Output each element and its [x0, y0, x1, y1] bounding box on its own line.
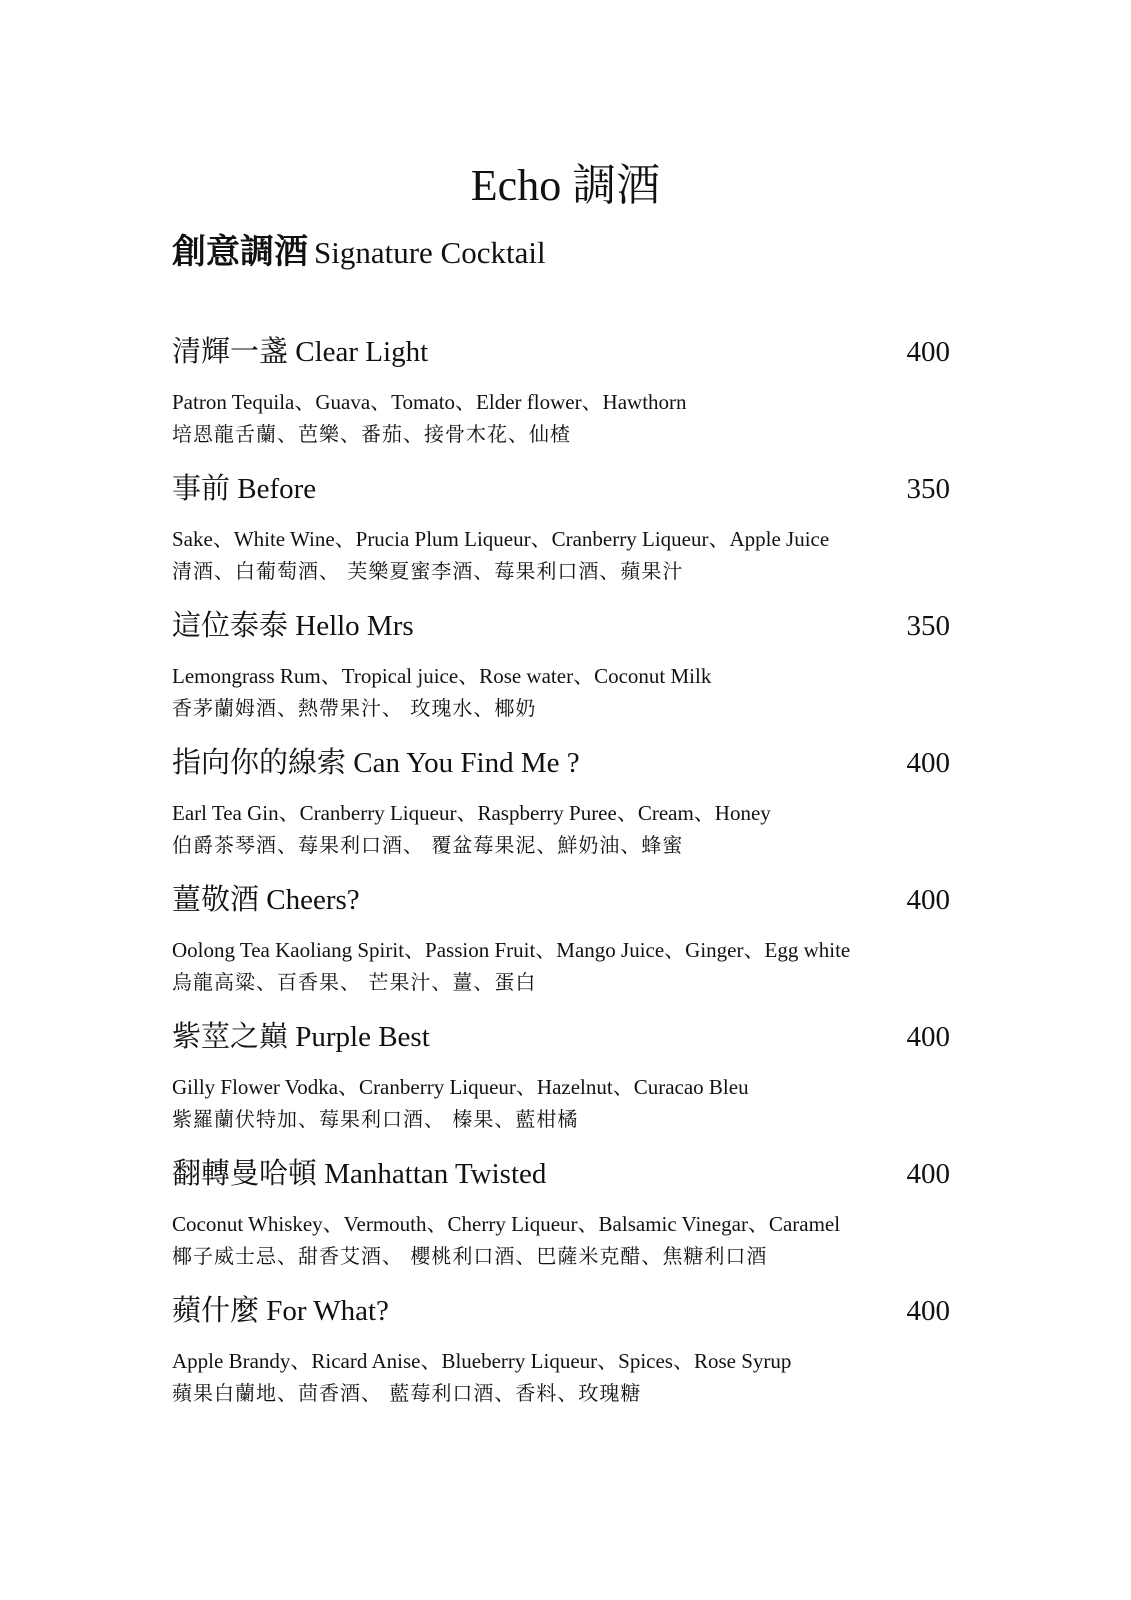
- cocktail-name: 事前 Before: [172, 473, 317, 505]
- cocktail-item: [172, 1017, 950, 1154]
- cocktail-name: 指向你的線索 Can You Find Me ?: [172, 747, 580, 779]
- ingredients-zh: 清酒、白葡萄酒、 芙樂夏蜜李酒、莓果利口酒、蘋果汁: [172, 559, 684, 583]
- cocktail-item: [172, 606, 950, 743]
- ingredients-zh: 烏龍高粱、百香果、 芒果汁、薑、蛋白: [172, 970, 537, 994]
- cocktail-price: 400: [906, 884, 950, 916]
- cocktail-item: [172, 332, 950, 469]
- cocktail-item: [172, 1154, 950, 1291]
- menu-title: Echo 調酒: [470, 161, 661, 210]
- ingredients-en: Apple Brandy、Ricard Anise、Blueberry Liqueur、Spices、Rose Syrup: [172, 1349, 792, 1373]
- ingredients-en: Patron Tequila、Guava、Tomato、Elder flower、Hawthorn: [172, 390, 687, 414]
- section-header: [172, 228, 546, 280]
- cocktail-name: 這位泰泰 Hello Mrs: [172, 610, 414, 642]
- ingredients-zh: 紫羅蘭伏特加、莓果利口酒、 榛果、藍柑橘: [172, 1107, 579, 1131]
- ingredients-zh: 蘋果白蘭地、茴香酒、 藍莓利口酒、香料、玫瑰糖: [172, 1381, 642, 1405]
- ingredients-en: Earl Tea Gin、Cranberry Liqueur、Raspberry Puree、Cream、Honey: [172, 801, 771, 825]
- cocktail-name: 蘋什麼 For What?: [172, 1295, 389, 1327]
- ingredients-zh: 伯爵茶琴酒、莓果利口酒、 覆盆莓果泥、鮮奶油、蜂蜜: [172, 833, 684, 857]
- cocktail-price: 400: [906, 1295, 950, 1327]
- ingredients-zh: 椰子威士忌、甜香艾酒、 櫻桃利口酒、巴薩米克醋、焦糖利口酒: [172, 1244, 768, 1268]
- ingredients-zh: 香茅蘭姆酒、熱帶果汁、 玫瑰水、椰奶: [172, 696, 537, 720]
- cocktail-name: 清輝一盞 Clear Light: [172, 336, 429, 368]
- ingredients-en: Sake、White Wine、Prucia Plum Liqueur、Cranberry Liqueur、Apple Juice: [172, 527, 830, 551]
- cocktail-item: [172, 1291, 950, 1428]
- cocktail-name: 翻轉曼哈頓 Manhattan Twisted: [172, 1158, 547, 1190]
- ingredients-en: Gilly Flower Vodka、Cranberry Liqueur、Hazelnut、Curacao Bleu: [172, 1075, 749, 1099]
- cocktail-item: [172, 880, 950, 1017]
- ingredients-en: Coconut Whiskey、Vermouth、Cherry Liqueur、Balsamic Vinegar、Caramel: [172, 1212, 841, 1236]
- cocktail-price: 350: [906, 610, 950, 642]
- cocktail-price: 400: [906, 1158, 950, 1190]
- cocktail-name: 薑敬酒 Cheers?: [172, 884, 360, 916]
- cocktail-item: [172, 743, 950, 880]
- cocktail-price: 400: [906, 1021, 950, 1053]
- ingredients-en: Lemongrass Rum、Tropical juice、Rose water、Coconut Milk: [172, 664, 712, 688]
- ingredients-zh: 培恩龍舌蘭、芭樂、番茄、接骨木花、仙楂: [172, 422, 571, 446]
- section-title-zh: 創意調酒: [172, 232, 308, 272]
- cocktail-price: 400: [906, 747, 950, 779]
- cocktail-item: [172, 469, 950, 606]
- cocktail-price: 400: [906, 336, 950, 368]
- section-title-en: Signature Cocktail: [314, 235, 546, 270]
- ingredients-en: Oolong Tea Kaoliang Spirit、Passion Fruit、Mango Juice、Ginger、Egg white: [172, 938, 851, 962]
- cocktail-name: 紫莖之巔 Purple Best: [172, 1021, 430, 1053]
- cocktail-list: [172, 332, 950, 1428]
- cocktail-price: 350: [906, 473, 950, 505]
